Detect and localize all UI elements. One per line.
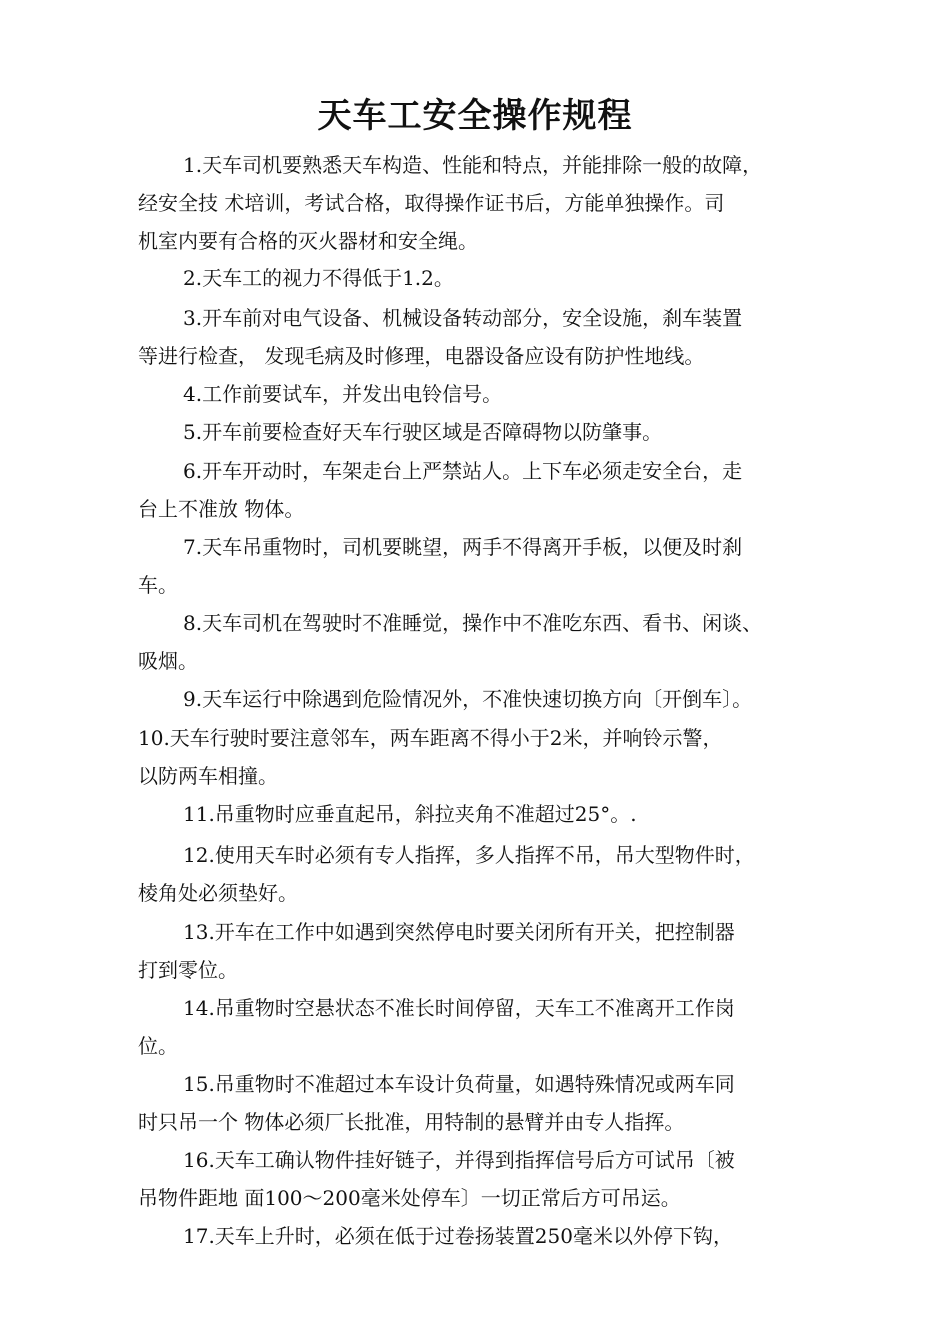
rule-item-15 [138,1065,735,1141]
rule-item-2 [138,259,454,297]
rule-item-10 [138,719,723,795]
rule-line: 吸烟。 [138,649,198,673]
rule-line: 吊物件距地 面100〜200毫米处停车〕一切正常后方可吊运。 [138,1186,681,1210]
rule-line: 2.天车工的视力不得低于1.2。 [183,266,454,290]
rule-line: 12.使用天车时必须有专人指挥，多人指挥不吊，吊大型物件时， [183,843,755,867]
rule-item-8 [138,604,762,680]
rule-line: 车。 [138,573,178,597]
rule-line: 4.工作前要试车，并发出电铃信号。 [183,382,503,406]
rule-item-17 [138,1217,733,1255]
document-title: 天车工安全操作规程 [317,96,633,136]
rule-line: 以防两车相撞。 [138,764,278,788]
rule-item-3 [138,299,742,375]
rule-line: 10.天车行驶时要注意邻车，两车距离不得小于2米，并响铃示警， [138,726,723,750]
rule-line: 16.天车工确认物件挂好链子，并得到指挥信号后方可试吊〔被 [183,1148,735,1172]
rule-line: 机室内要有合格的灭火器材和安全绳。 [138,229,478,253]
rule-line: 经安全技 术培训，考试合格，取得操作证书后，方能单独操作。司 [138,191,725,215]
rule-item-1 [138,146,762,260]
rule-line: 台上不准放 物体。 [138,497,305,521]
rule-item-16 [138,1141,735,1217]
rule-line: 3.开车前对电气设备、机械设备转动部分，安全设施，刹车装置 [183,306,743,330]
rule-item-13 [138,913,735,989]
rule-item-5 [138,413,662,451]
rule-line: 7.天车吊重物时，司机要眺望，两手不得离开手板，以便及时刹 [183,535,743,559]
rule-line: 8.天车司机在驾驶时不准睡觉，操作中不准吃东西、看书、闲谈、 [183,611,763,635]
rule-line: 1.天车司机要熟悉天车构造、性能和特点，并能排除一般的故障， [183,153,763,177]
rule-line: 时只吊一个 物体必须厂长批准，用特制的悬臂并由专人指挥。 [138,1110,685,1134]
rule-item-12 [138,836,755,912]
rule-line: 17.天车上升时，必须在低于过卷扬装置250毫米以外停下钩， [183,1224,733,1248]
rule-line: 位。 [138,1034,178,1058]
rule-line: 14.吊重物时空悬状态不准长时间停留，天车工不准离开工作岗 [183,996,735,1020]
rule-line: 6.开车开动时，车架走台上严禁站人。上下车必须走安全台，走 [183,459,743,483]
rule-line: 等进行检查， 发现毛病及时修理，电器设备应设有防护性地线。 [138,344,705,368]
rule-line: 15.吊重物时不准超过本车设计负荷量，如遇特殊情况或两车同 [183,1072,735,1096]
rule-line: 11.吊重物时应垂直起吊，斜拉夹角不准超过25°。. [183,802,637,826]
rule-item-4 [138,375,502,413]
rule-line: 棱角处必须垫好。 [138,881,298,905]
rule-line: 打到零位。 [138,958,238,982]
rule-item-14 [138,989,735,1065]
rule-item-9 [138,680,752,718]
rule-item-6 [138,452,742,528]
rule-line: 13.开车在工作中如遇到突然停电时要关闭所有开关，把控制器 [183,920,735,944]
rule-line: 9.天车运行中除遇到危险情况外，不准快速切换方向〔开倒车〕。 [183,687,753,711]
rule-item-11 [138,795,637,833]
rule-item-7 [138,528,742,604]
rule-line: 5.开车前要检查好天车行驶区域是否障碍物以防肇事。 [183,420,663,444]
